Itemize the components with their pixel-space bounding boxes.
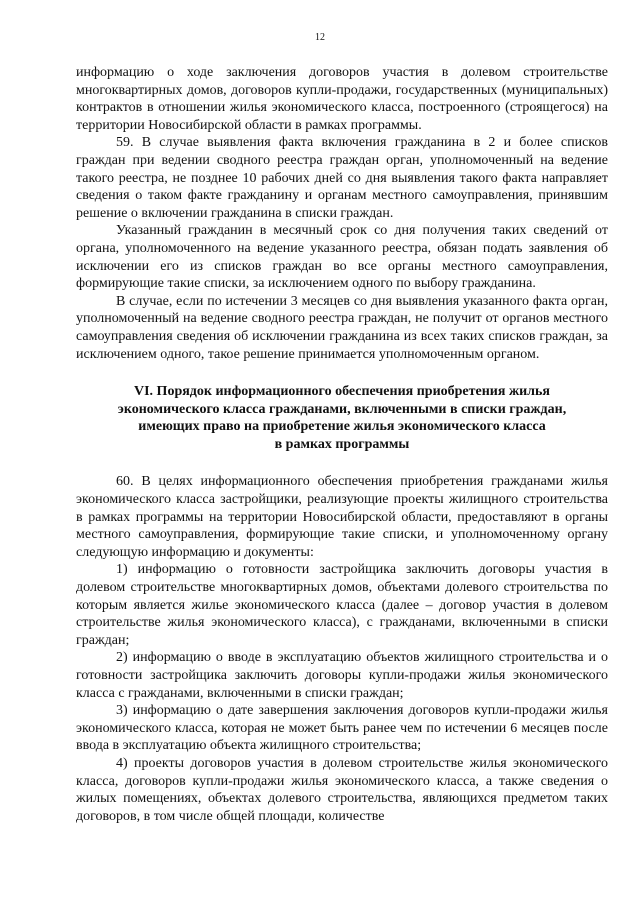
list-item-4: 4) проекты договоров участия в долевом строительстве жилья экономического класса, договоров купли-продажи жилья экономического класса, а также сведения о жилых помещениях, объектах долевого строительства, являющихся предметом таких договоров, в том числе общей площади, количестве — [76, 755, 608, 824]
list-item-1: 1) информацию о готовности застройщика заключить договоры участия в долевом строительстве многоквартирных домов, объектами долевого строительства по которым является жилье экономического класса (далее – договор участия в долевом строительстве жилья экономического класса), с гражданами, включенными в списки граждан; — [76, 562, 608, 648]
section-heading-line: в рамках программы — [274, 436, 410, 452]
paragraph-continuation: информацию о ходе заключения договоров участия в долевом строительстве многоквартирных домов, договоров купли-продажи, государственных (муниципальных) контрактов в отношении жилья экономического класса, построенного (строящегося) на территории Новосибирской области в рамках программы. — [76, 65, 608, 133]
page-number: 12 — [315, 32, 325, 43]
section-heading-line: VI. Порядок информационного обеспечения приобретения жилья — [134, 384, 550, 400]
section-heading-line: экономического класса гражданами, включенными в списки граждан, — [117, 401, 567, 417]
section-heading — [76, 383, 608, 453]
paragraph-60: 60. В целях информационного обеспечения приобретения гражданами жилья экономического класса застройщики, реализующие проекты жилищного строительства в рамках программы на территории Новосибирской области, предоставляют в органы местного самоуправления, формирующие такие списки, и уполномоченному органу следующую информацию и документы: — [76, 474, 608, 560]
paragraph-59: 59. В случае выявления факта включения гражданина в 2 и более списков граждан при ведении сводного реестра граждан орган, уполномоченный на ведение такого реестра, не позднее 10 рабочих дней со дня выявления такого факта направляет сведения о таком факте гражданину и органам местного самоуправления, принявшим решение о включении гражданина в списки граждан. — [76, 135, 608, 221]
document-body — [76, 64, 608, 825]
list-item-2: 2) информацию о вводе в эксплуатацию объектов жилищного строительства и о готовности застройщика заключить договоры купли-продажи жилья экономического класса с гражданами, включенными в списки граждан; — [76, 650, 608, 701]
paragraph-59-authority-decision: В случае, если по истечении 3 месяцев со дня выявления указанного факта орган, уполномоченный на ведение сводного реестра граждан, не получит от органов местного самоуправления сведения об исключении гражданина из всех таких списков граждан, за исключением одного, такое решение принимается уполномоченным органом. — [76, 293, 608, 362]
list-item-3: 3) информацию о дате завершения заключения договоров купли-продажи жилья экономического класса, которая не может быть ранее чем по истечении 6 месяцев после ввода в эксплуатацию объекта жилищного строительства; — [76, 703, 608, 754]
section-heading-line: имеющих право на приобретение жилья экономического класса — [138, 419, 546, 435]
paragraph-59-citizen-obligation: Указанный гражданин в месячный срок со дня получения таких сведений от органа, уполномоченного на ведение указанного реестра, обязан подать заявления об исключении его из списков граждан во все органы местного самоуправления, формирующие такие списки, за исключением одного по выбору гражданина. — [76, 223, 608, 292]
